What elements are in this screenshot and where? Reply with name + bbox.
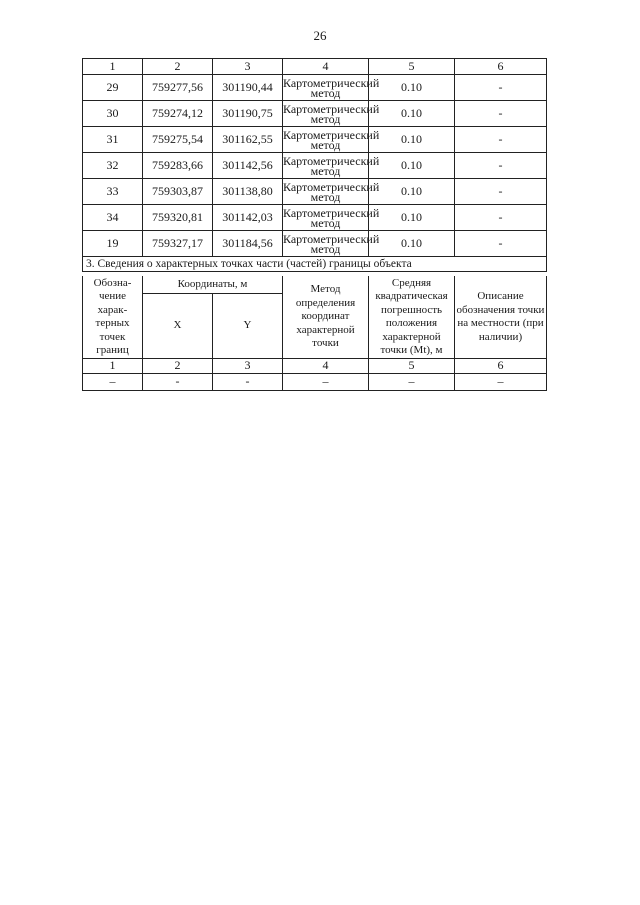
table-row: [83, 205, 547, 231]
empty-cell: -: [213, 374, 283, 391]
point-number: 32: [83, 153, 143, 179]
empty-data-row: [83, 374, 547, 391]
method-cell: Картометрический метод: [283, 75, 380, 100]
point-number: 30: [83, 101, 143, 127]
column-number: 6: [455, 359, 547, 374]
description-cell: -: [455, 179, 547, 205]
column-number-row: [83, 59, 547, 75]
table-row: [83, 75, 547, 101]
column-number: 1: [83, 359, 143, 374]
empty-cell: –: [369, 374, 455, 391]
method-cell: Картометрический метод: [283, 205, 380, 230]
coord-x: 759283,66: [143, 153, 213, 179]
section3-table: [82, 276, 547, 391]
empty-cell: –: [83, 374, 143, 391]
empty-cell: –: [283, 374, 369, 391]
empty-cell: -: [143, 374, 213, 391]
coord-y: 301142,56: [213, 153, 283, 179]
method-cell: Картометрический метод: [283, 127, 380, 152]
description-cell: -: [455, 101, 547, 127]
method-cell: Картометрический метод: [283, 101, 380, 126]
coord-x: 759277,56: [143, 75, 213, 101]
point-number: 34: [83, 205, 143, 231]
point-number: 29: [83, 75, 143, 101]
x-header: X: [143, 294, 213, 359]
table-row: [83, 101, 547, 127]
coord-x: 759274,12: [143, 101, 213, 127]
column-number: 1: [83, 59, 143, 75]
method-cell: Картометрический метод: [283, 153, 380, 178]
column-number: 4: [283, 59, 369, 75]
description-header: Описание обозначения точки на местности (при наличии): [455, 276, 547, 359]
point-number: 31: [83, 127, 143, 153]
coord-x: 759303,87: [143, 179, 213, 205]
page-number: 26: [313, 28, 327, 43]
accuracy-header: Средняя квадратическая погрешность положения характерной точки (Mt), м: [369, 276, 455, 359]
coord-y: 301190,75: [213, 101, 283, 127]
coord-y: 301142,03: [213, 205, 283, 231]
method-header: Метод определения координат характерной точки: [283, 276, 369, 359]
method-cell: Картометрический метод: [283, 231, 380, 256]
accuracy-cell: 0.10: [369, 127, 455, 153]
column-number: 2: [143, 59, 213, 75]
coord-x: 759327,17: [143, 231, 213, 257]
coordinates-table: [82, 58, 547, 272]
coord-y: 301162,55: [213, 127, 283, 153]
accuracy-cell: 0.10: [369, 205, 455, 231]
point-number: 33: [83, 179, 143, 205]
table-row: [83, 153, 547, 179]
coord-x: 759320,81: [143, 205, 213, 231]
empty-cell: –: [455, 374, 547, 391]
column-number: 2: [143, 359, 213, 374]
column-number-row: [83, 359, 547, 374]
description-cell: -: [455, 153, 547, 179]
coord-x: 759275,54: [143, 127, 213, 153]
accuracy-cell: 0.10: [369, 179, 455, 205]
section-title: 3. Сведения о характерных точках части (частей) границы объекта: [83, 257, 547, 272]
accuracy-cell: 0.10: [369, 153, 455, 179]
description-cell: -: [455, 127, 547, 153]
column-number: 3: [213, 359, 283, 374]
y-header: Y: [213, 294, 283, 359]
accuracy-cell: 0.10: [369, 231, 455, 257]
table-row: [83, 231, 547, 257]
coordinates-header: Координаты, м: [143, 276, 283, 294]
column-number: 5: [369, 59, 455, 75]
column-number: 6: [455, 59, 547, 75]
designation-header: Обозна- чение харак- терных точек границ: [83, 276, 143, 359]
column-number: 5: [369, 359, 455, 374]
accuracy-cell: 0.10: [369, 101, 455, 127]
description-cell: -: [455, 75, 547, 101]
description-cell: -: [455, 205, 547, 231]
column-number: 4: [283, 359, 369, 374]
accuracy-cell: 0.10: [369, 75, 455, 101]
description-cell: -: [455, 231, 547, 257]
coord-y: 301184,56: [213, 231, 283, 257]
coord-y: 301138,80: [213, 179, 283, 205]
point-number: 19: [83, 231, 143, 257]
method-cell: Картометрический метод: [283, 179, 380, 204]
table-row: [83, 179, 547, 205]
column-number: 3: [213, 59, 283, 75]
header-row: [83, 276, 547, 294]
table-row: [83, 127, 547, 153]
section-title-row: [83, 257, 547, 272]
coord-y: 301190,44: [213, 75, 283, 101]
